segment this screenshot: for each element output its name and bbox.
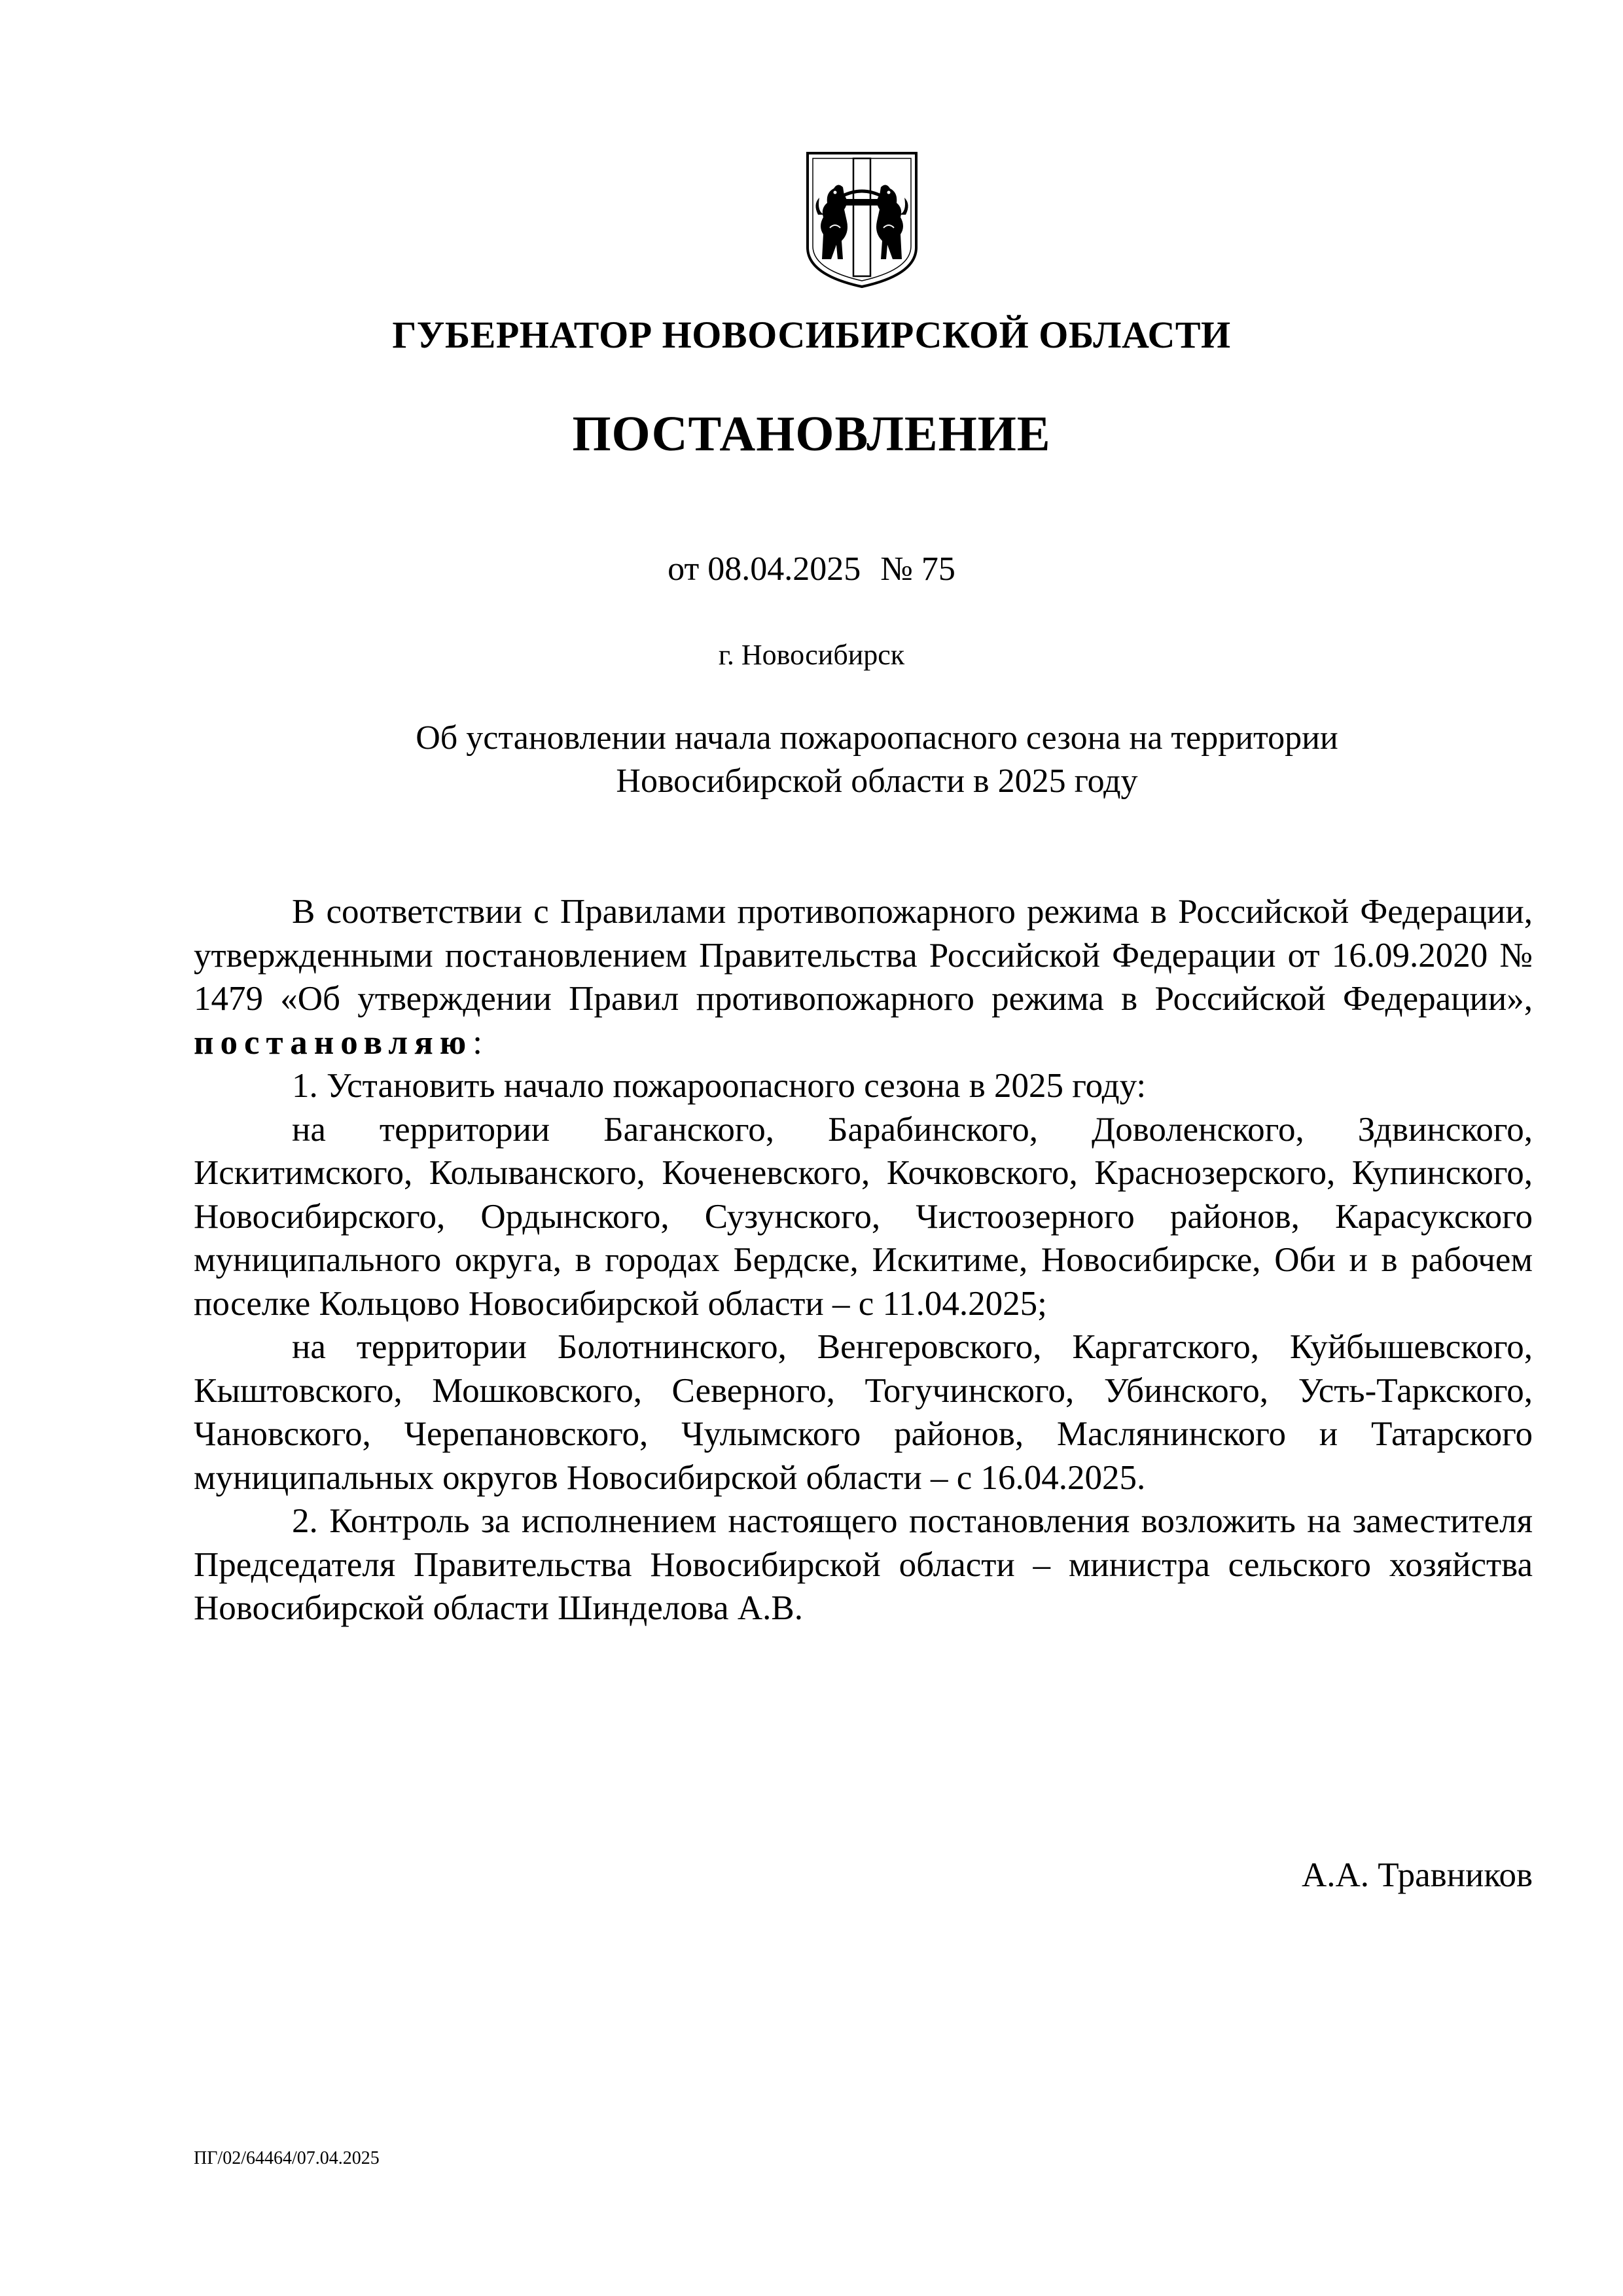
document-body — [194, 890, 1533, 1630]
document-subject — [196, 717, 1558, 803]
resolve-word: постановляю — [194, 1023, 473, 1062]
document-date-number — [0, 550, 1623, 588]
document-date: от 08.04.2025 — [668, 550, 861, 588]
signatory-name: А.А. Травников — [1301, 1856, 1533, 1894]
item-1-group-1: на территории Баганского, Барабинского, Доволенского, Здвинского, Искитимского, Колыванского, Коченевского, Кочковского, Краснозерского, Купинского, Новосибирского, Ордынского, Сузунского, Чистоозерного районов, Карасукского муниципального округа, в городах Бердске, Искитиме, Новосибирске, Оби и в рабочем поселке Кольцово Новосибирской области – с 11.04.2025; — [194, 1110, 1533, 1323]
item-1-intro: 1. Установить начало пожароопасного сезона в 2025 году: — [292, 1067, 1147, 1105]
preamble-text: В соответствии с Правилами противопожарного режима в Российской Федерации, утвержденными постановлением Правительства Российской Федерации от 16.09.2020 № 1479 «Об утверждении Правил противопожарного режима в Российской Федерации», — [194, 893, 1533, 1018]
document-type-title: ПОСТАНОВЛЕНИЕ — [572, 406, 1051, 461]
subject-line-1: Об установлении начала пожароопасного сезона на территории — [416, 719, 1338, 757]
item-1-group-2: на территории Болотнинского, Венгеровского, Каргатского, Куйбышевского, Кыштовского, Мошковского, Северного, Тогучинского, Убинского, Усть-Таркского, Чановского, Черепановского, Чулымского районов, Маслянинского и Татарского муниципальных округов Новосибирской области – с 16.04.2025. — [194, 1328, 1533, 1497]
preamble-paragraph — [194, 890, 1533, 1064]
item-2: 2. Контроль за исполнением настоящего постановления возложить на заместителя Председателя Правительства Новосибирской области – министра сельского хозяйства Новосибирской области Шинделова А.В. — [194, 1502, 1533, 1627]
document-city: г. Новосибирск — [718, 639, 905, 671]
registration-number: ПГ/02/64464/07.04.2025 — [194, 2148, 380, 2168]
document-number: № 75 — [880, 550, 955, 588]
issuing-authority: ГУБЕРНАТОР НОВОСИБИРСКОЙ ОБЛАСТИ — [392, 314, 1231, 356]
subject-line-2: Новосибирской области в 2025 году — [616, 762, 1138, 800]
novosibirsk-coat-of-arms-icon — [804, 149, 920, 290]
resolve-colon: : — [473, 1023, 483, 1062]
